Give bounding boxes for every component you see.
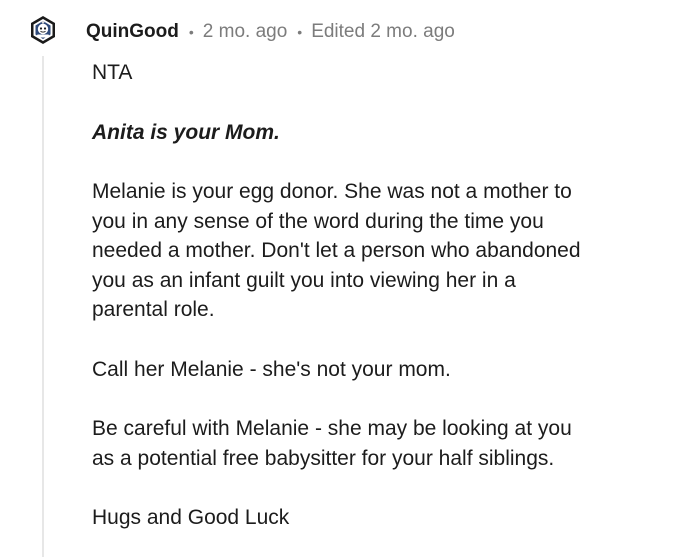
edited-timestamp: Edited 2 mo. ago	[311, 21, 455, 42]
paragraph-verdict: NTA	[92, 61, 133, 84]
separator-dot: •	[188, 24, 194, 40]
paragraph-call-her: Call her Melanie - she's not your mom.	[92, 357, 451, 381]
thread-line[interactable]	[42, 56, 44, 557]
username[interactable]: QuinGood	[86, 21, 179, 42]
comment-body	[92, 58, 682, 533]
paragraph-line: as a potential free babysitter for your half siblings.	[92, 446, 555, 470]
timestamp: 2 mo. ago	[202, 21, 288, 42]
paragraph-be-careful	[92, 414, 682, 473]
paragraph-egg-donor	[92, 177, 682, 325]
paragraph-line: Be careful with Melanie - she may be looking at you	[92, 417, 572, 440]
separator-dot: •	[297, 24, 303, 40]
paragraph-line: needed a mother. Don't let a person who abandoned	[92, 239, 581, 262]
comment-header	[86, 18, 455, 46]
paragraph-line: Melanie is your egg donor. She was not a mother to	[92, 180, 572, 203]
paragraph-line: you in any sense of the word during the time you	[92, 209, 544, 233]
paragraph-emphasis: Anita is your Mom.	[92, 120, 280, 144]
snoo-avatar-icon[interactable]	[28, 15, 58, 45]
paragraph-sign-off: Hugs and Good Luck	[92, 506, 290, 529]
paragraph-line: parental role.	[92, 298, 215, 321]
paragraph-line: you as an infant guilt you into viewing her in a	[92, 268, 516, 292]
